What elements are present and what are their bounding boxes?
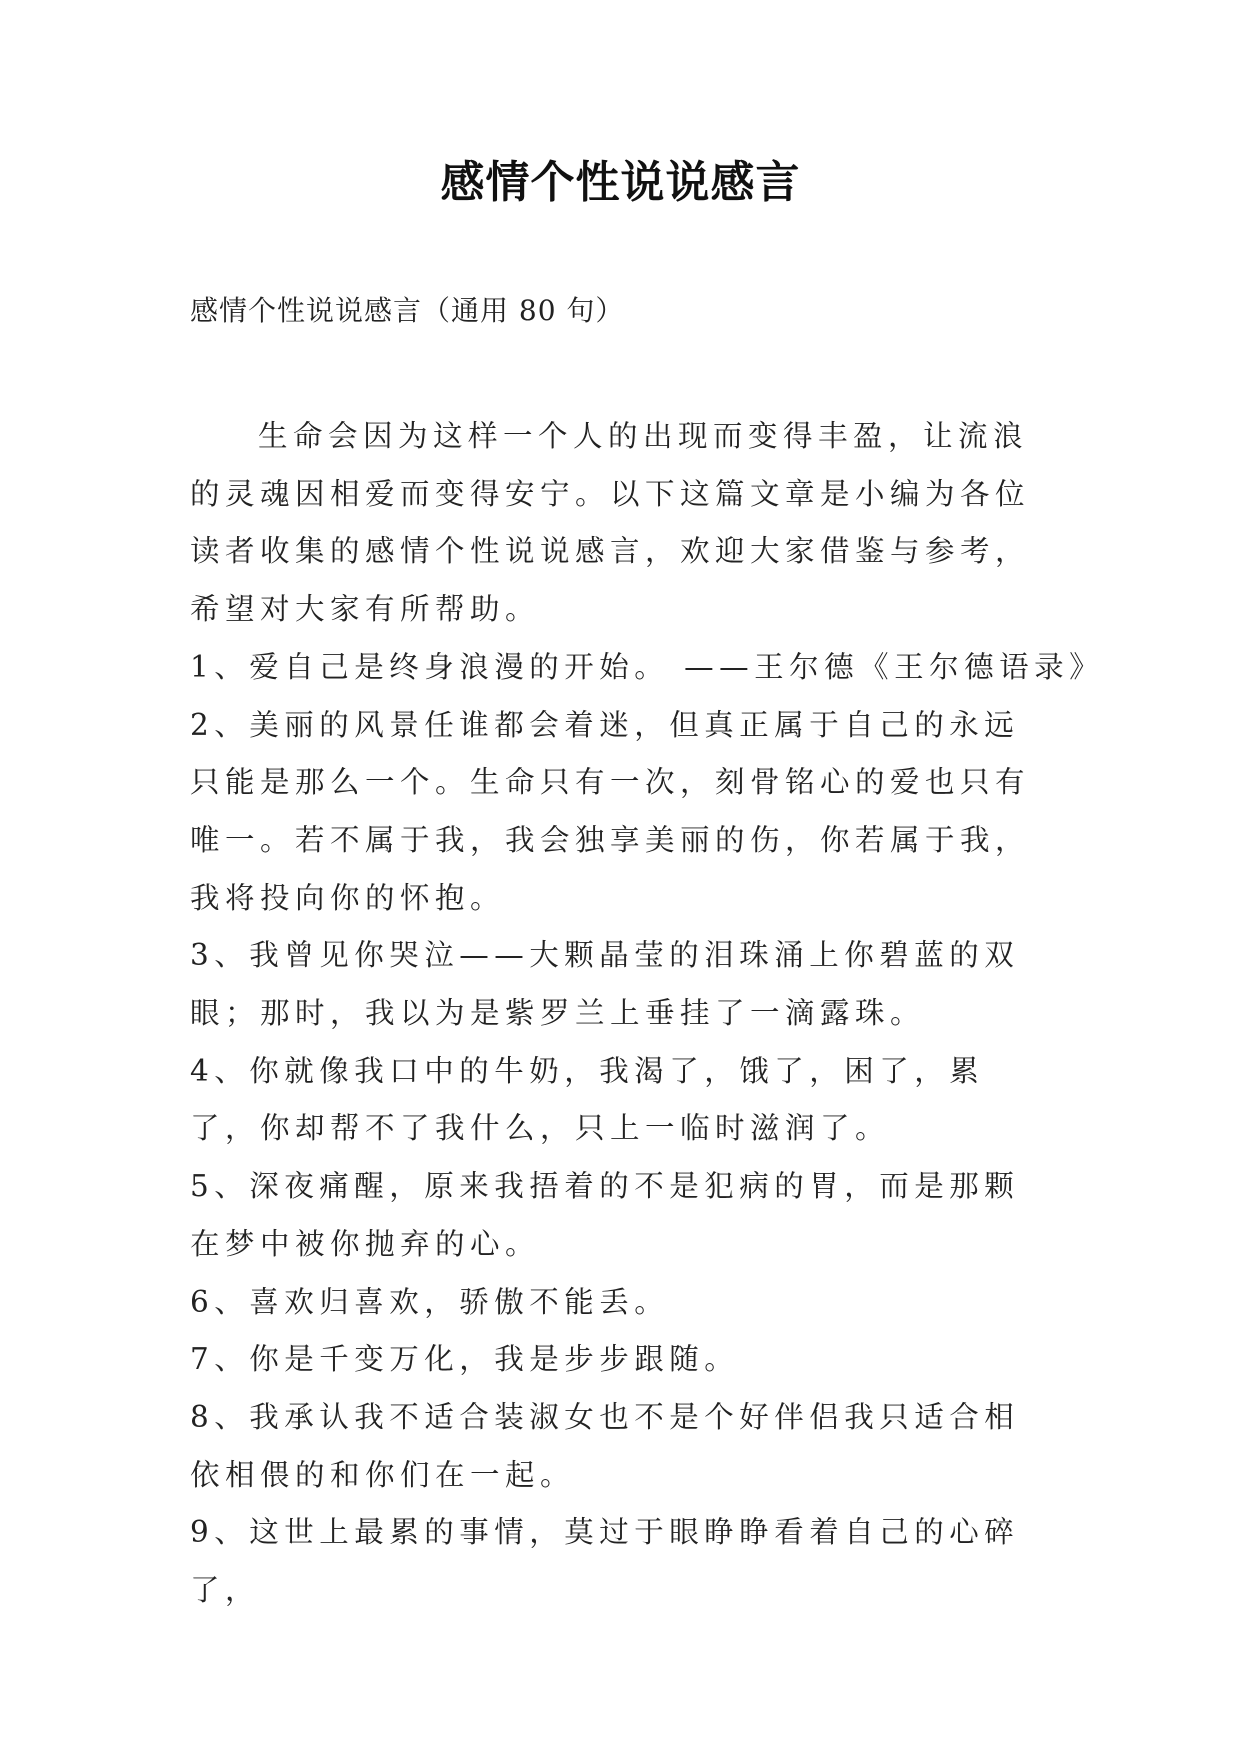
document-title: 感情个性说说感言 — [440, 157, 801, 208]
document-body — [190, 408, 1105, 1620]
list-item: 1、爱自己是终身浪漫的开始。 ——王尔德《王尔德语录》 — [190, 649, 1105, 684]
list-item: 4、你就像我口中的牛奶，我渴了，饿了，困了，累了，你却帮不了我什么，只上一临时滋润了。 — [190, 1053, 985, 1146]
intro-paragraph: 生命会因为这样一个人的出现而变得丰盈，让流浪的灵魂因相爱而变得安宁。以下这篇文章是小编为各位读者收集的感情个性说说感言，欢迎大家借鉴与参考，希望对大家有所帮助。 — [190, 419, 1031, 627]
list-item: 3、我曾见你哭泣——大颗晶莹的泪珠涌上你碧蓝的双眼；那时，我以为是紫罗兰上垂挂了一滴露珠。 — [190, 938, 1020, 1031]
list-item: 9、这世上最累的事情，莫过于眼睁睁看着自己的心碎了， — [190, 1515, 1020, 1608]
list-item: 6、喜欢归喜欢，骄傲不能丢。 — [190, 1284, 670, 1319]
document-subtitle: 感情个性说说感言（通用 80 句） — [190, 294, 625, 327]
list-item: 2、美丽的风景任谁都会着迷，但真正属于自己的永远只能是那么一个。生命只有一次，刻骨铭心的爱也只有唯一。若不属于我，我会独享美丽的伤，你若属于我，我将投向你的怀抱。 — [190, 707, 1031, 915]
list-item: 5、深夜痛醒，原来我捂着的不是犯病的胃，而是那颗在梦中被你抛弃的心。 — [190, 1169, 1020, 1261]
list-item: 7、你是千变万化，我是步步跟随。 — [190, 1342, 740, 1377]
list-item: 8、我承认我不适合装淑女也不是个好伴侣我只适合相依相偎的和你们在一起。 — [190, 1399, 1020, 1492]
